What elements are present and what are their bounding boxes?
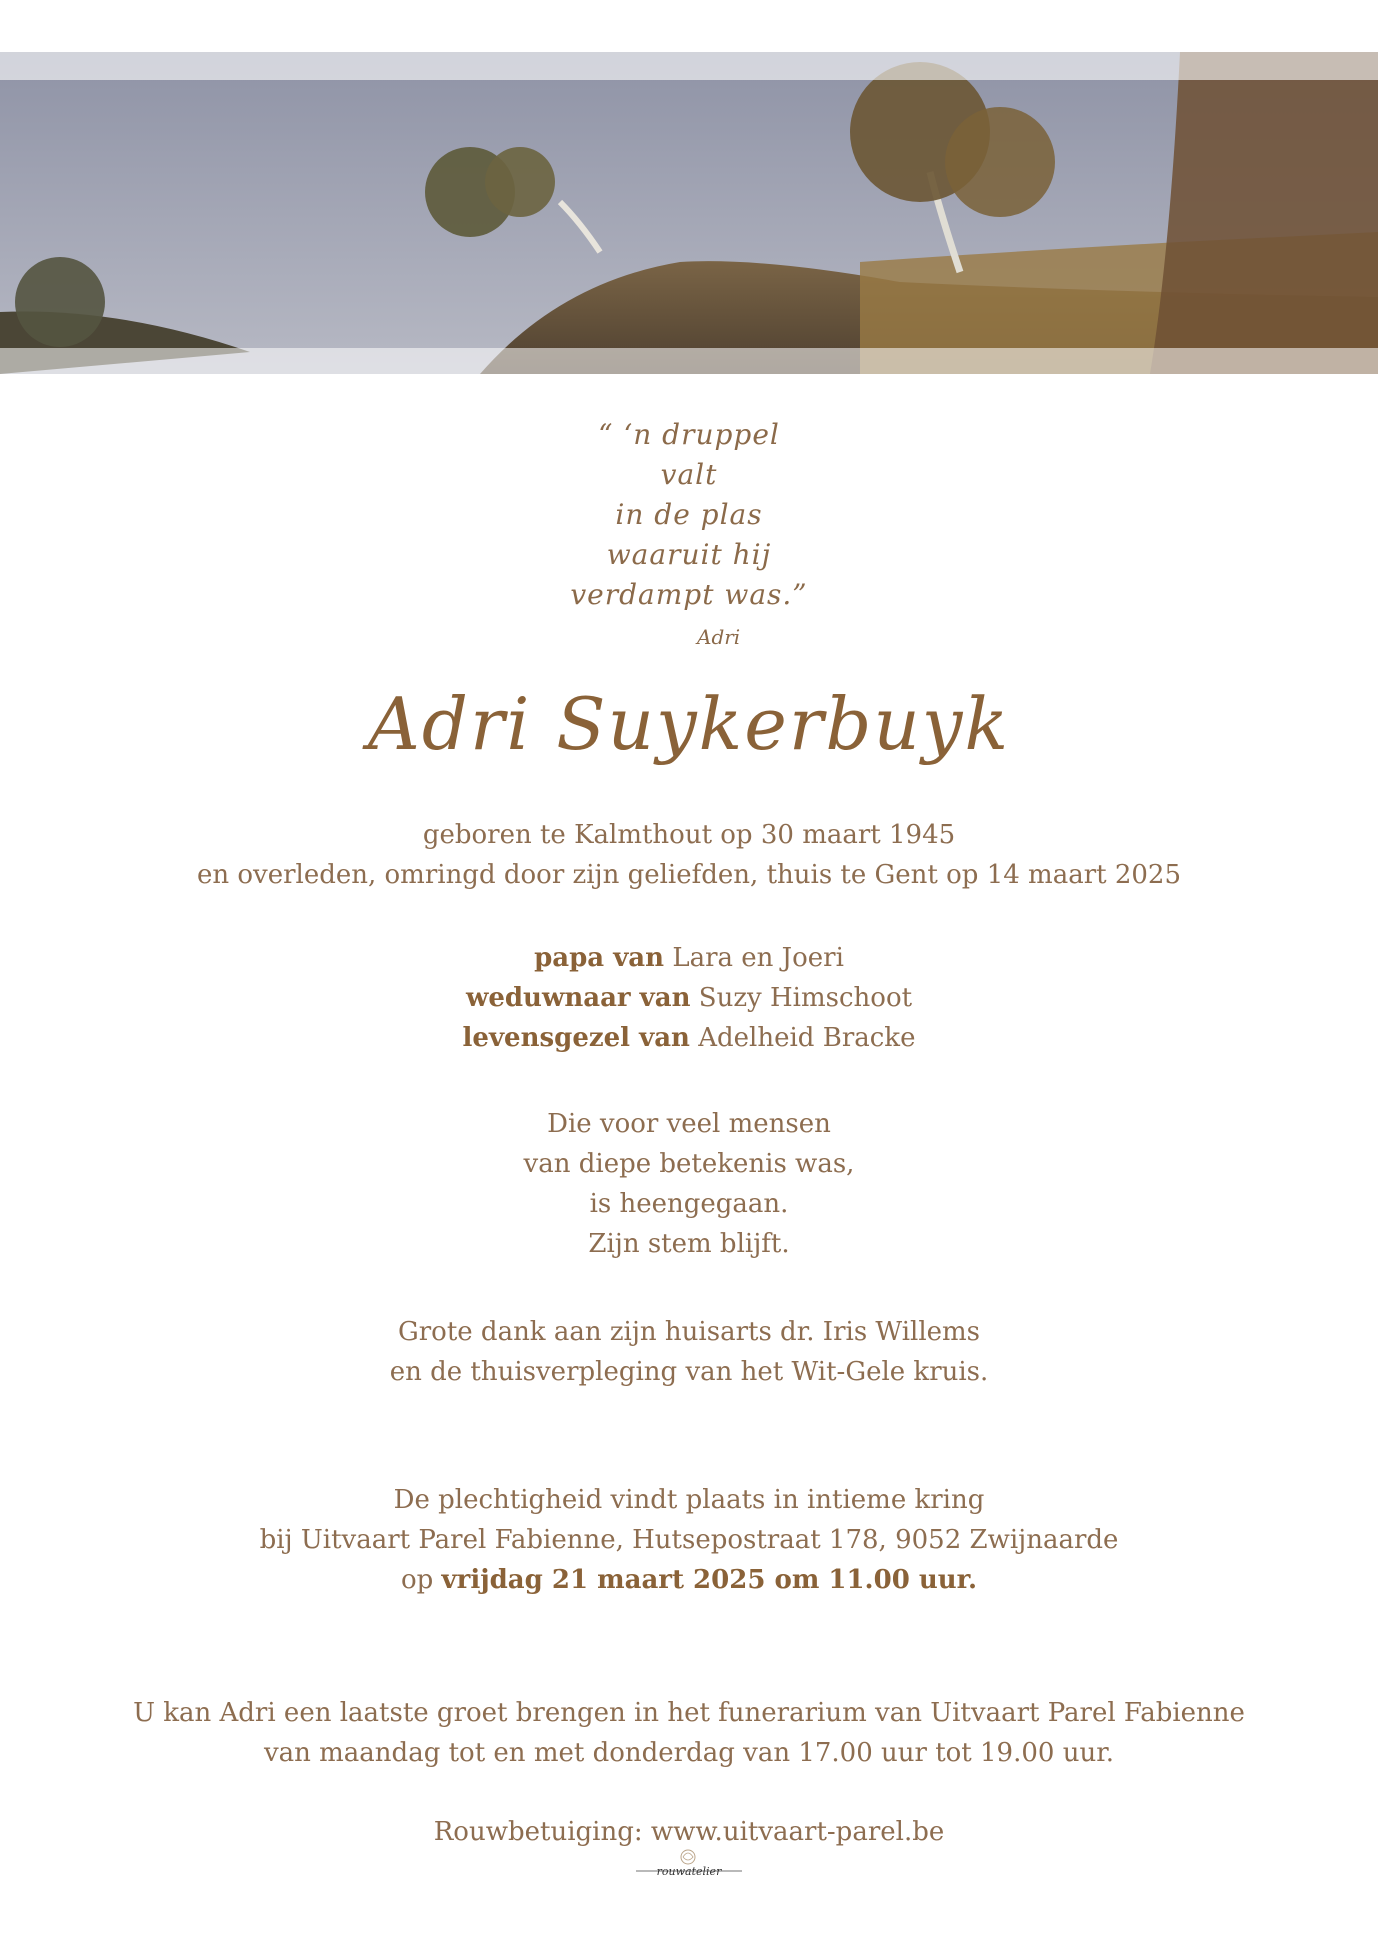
- relation-label: papa van: [534, 943, 665, 973]
- death-line: en overleden, omringd door zijn geliefden, thuis te Gent op 14 maart 2025: [196, 860, 1182, 890]
- relation-value: Adelheid Bracke: [698, 1023, 916, 1053]
- ceremony-date-prefix: op: [400, 1565, 434, 1595]
- relation-line: [0, 1018, 1378, 1058]
- rouwatelier-logo: [628, 1845, 750, 1885]
- birth-line: geboren te Kalmthout op 30 maart 1945: [422, 820, 956, 850]
- thanks-line: Grote dank aan zijn huisarts dr. Iris Willems: [397, 1317, 981, 1347]
- quote: [0, 415, 1378, 615]
- quote-line: “ ‘n druppel: [598, 418, 780, 451]
- relations: [0, 938, 1378, 1058]
- relation-value: Lara en Joeri: [672, 943, 844, 973]
- condolence-link: Rouwbetuiging: www.uitvaart-parel.be: [433, 1817, 945, 1847]
- visit-info: [0, 1693, 1378, 1773]
- relation-line: [0, 978, 1378, 1018]
- quote-line: waaruit hij: [606, 538, 772, 571]
- tribute-line: Zijn stem blijft.: [588, 1229, 790, 1259]
- quote-author: Adri: [697, 625, 741, 649]
- ceremony-info: [0, 1480, 1378, 1600]
- relation-label: weduwnaar van: [465, 983, 691, 1013]
- ceremony-address: bij Uitvaart Parel Fabienne, Hutsepostraat 178, 9052 Zwijnaarde: [259, 1525, 1119, 1555]
- tribute-line: is heengegaan.: [589, 1189, 789, 1219]
- ceremony-line: De plechtigheid vindt plaats in intieme kring: [393, 1485, 985, 1515]
- thanks-line: en de thuisverpleging van het Wit-Gele kruis.: [389, 1357, 989, 1387]
- tribute-line: Die voor veel mensen: [547, 1109, 831, 1139]
- relation-line: [0, 938, 1378, 978]
- relation-value: Suzy Himschoot: [698, 983, 913, 1013]
- logo-text: rouwatelier: [656, 1865, 722, 1878]
- tribute-line: van diepe betekenis was,: [523, 1149, 855, 1179]
- quote-line: in de plas: [615, 498, 763, 531]
- relation-label: levensgezel van: [462, 1023, 690, 1053]
- visit-line: U kan Adri een laatste groet brengen in het funerarium van Uitvaart Parel Fabienne: [133, 1698, 1245, 1728]
- tribute: [0, 1104, 1378, 1264]
- quote-line: verdampt was.”: [570, 578, 808, 611]
- ceremony-date-bold: vrijdag 21 maart 2025 om 11.00 uur.: [441, 1565, 978, 1595]
- thanks: [0, 1312, 1378, 1392]
- birth-death-info: [0, 815, 1378, 895]
- landscape-banner-image: [0, 52, 1378, 374]
- quote-line: valt: [660, 458, 718, 491]
- visit-line: van maandag tot en met donderdag van 17.00 uur tot 19.00 uur.: [263, 1738, 1115, 1768]
- ceremony-date: [0, 1560, 1378, 1600]
- deceased-name: Adri Suykerbuyk: [367, 682, 1011, 766]
